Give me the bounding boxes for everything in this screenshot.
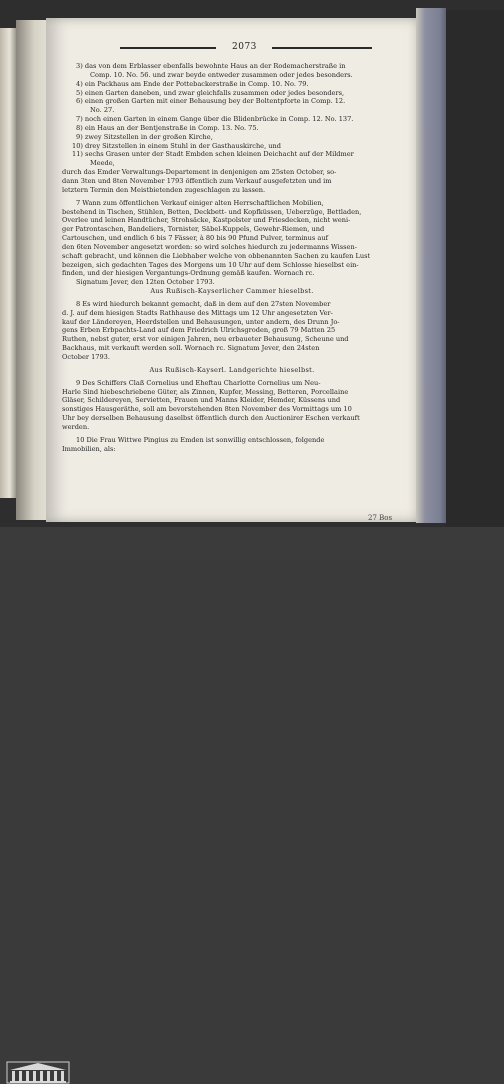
text-line: 11) sechs Grasen unter der Stadt Embden schen kleinen Deichacht auf der Mildmer <box>72 150 354 159</box>
book-cover-edge <box>416 8 446 523</box>
text-line: Backhaus, mit verkauft werden soll. Wornach rc. Signatum Jever, den 24sten <box>62 344 320 353</box>
text-line: 7) noch einen Garten in einem Gange über die Blidenbrücke in Comp. 12. No. 137. <box>76 115 354 124</box>
text-line: Uhr bey derselben Behausung daselbst öffentlich durch den Auctionirer Eschen verkauft <box>62 414 360 423</box>
text-line: Comp. 10. No. 56. und zwar beyde entweder zusammen oder jedes besonders. <box>90 70 353 79</box>
text-line: 4) ein Packhaus am Ende der Pottebackerstraße in Comp. 10. No. 79. <box>76 79 309 88</box>
text-line: No. 27. <box>90 106 115 115</box>
text-line: 9) zwey Sitzstellen in der großen Kirche, <box>76 132 213 141</box>
text-line: Ruthen, nebst guter, erst vor einigen Jahren, neu erbaueter Behausung, Scheune und <box>62 335 349 344</box>
page-number: 2073 <box>232 42 257 52</box>
viewer-footer <box>0 527 504 561</box>
background-edge <box>446 10 504 527</box>
text-line: d. J. auf dem hiesigen Stadts Rathhause des Mittags um 12 Uhr angesetzten Ver- <box>62 308 333 317</box>
page-text <box>62 62 402 453</box>
text-line: 8) ein Haus an der Bentjenstraße in Comp. 13. No. 75. <box>76 123 259 132</box>
text-line: 3) das von dem Erblasser ebenfalls bewohnte Haus an der Rodemacherstraße in <box>76 62 346 70</box>
text-line: 9 Des Schiffers Claß Cornelius und Eheftau Charlotte Cornelius um Neu- <box>76 378 321 387</box>
text-line: Immobilien, als: <box>62 444 116 453</box>
text-line: October 1793. <box>62 353 110 361</box>
text-line: Signatum Jever, den 12ten October 1793. <box>76 278 215 287</box>
library-building-icon <box>6 1060 70 1084</box>
text-line: kauf der Ländereyen, Heerdstellen und Behausungen, unter andern, des Drunn Jo- <box>62 317 340 326</box>
text-line: dann 3ten und 8ten November 1793 öffentlich zum Verkauf ausgefetzten und im <box>62 176 332 185</box>
text-line: bestehend in Tischen, Stühlen, Betten, Deckbett- und Kopfküssen, Ueberzüge, Bettladen, <box>62 207 362 216</box>
text-line: Cartouschen, und endlich 6 bis 7 Fässer, à 80 bis 90 Pfund Pulver, terminus auf <box>62 234 329 243</box>
left-page-edge <box>0 28 16 498</box>
text-line: Gläser, Schildereyen, Servietten, Frauen und Manns Kleider, Hemder, Küssens und <box>62 396 341 405</box>
text-line: ger Patrontaschen, Bandeliers, Tornister, Säbel-Kuppels, Gewehr-Riemen, und <box>62 225 325 234</box>
header-rule-left <box>120 47 216 49</box>
text-line: werden. <box>62 422 90 431</box>
header-rule-right <box>272 47 372 49</box>
text-line: 10) drey Sitzstellen in einem Stuhl in der Gasthauskirche, und <box>72 141 281 150</box>
marginal-mark: 27 Bos <box>368 514 393 522</box>
text-line: bezeigen, sich gedachten Tages des Morgens um 10 Uhr auf dem Schlosse hieselbst ein- <box>62 260 359 269</box>
text-line: durch das Emder Verwaltungs-Departement in denjenigen am 25sten October, so- <box>62 168 337 177</box>
text-line: Meede, <box>90 159 115 168</box>
section-heading: Aus Rußisch-Kayserlicher Cammer hieselbst. <box>150 287 314 296</box>
text-line: letztern Termin den Meistbietenden zugeschlagen zu lassen. <box>62 185 266 194</box>
text-line: gens Erben Erbpachts-Land auf dem Friedrich Ulrichsgroden, groß 79 Matten 25 <box>62 326 336 335</box>
scanned-book-spread <box>0 0 504 527</box>
text-line: Harle Sind hiebeschriebene Güter, als Zinnen, Kupfer, Messing, Betteren, Porcellaine <box>62 387 349 396</box>
text-line: 6) einen großen Garten mit einer Behausung bey der Boltentpforte in Comp. 12. <box>76 97 346 106</box>
text-line: 5) einen Garten daneben, und zwar gleichfalls zusammen oder jedes besonders, <box>76 88 345 97</box>
text-line: Overlee und leinen Handtücher, Strohsäcke, Kastpolster und Friesdecken, nicht weni- <box>62 216 351 225</box>
text-line: sonstiges Hausgeräthe, soll am bevorstehenden 8ten November des Vormittags um 10 <box>62 405 352 414</box>
text-line: den 6ten November angesetzt worden: so wird solches hiedurch zu jedermanns Wissen- <box>62 242 357 251</box>
text-line: 10 Die Frau Wittwe Pingius zu Emden ist sonwillig entschlossen, folgende <box>76 435 325 444</box>
text-line: finden, und der hiesigen Vergantungs-Ordnung gemäß kaufen. Wornach rc. <box>62 269 315 278</box>
text-line: 7 Wann zum öffentlichen Verkauf einiger alten Herrschaftlichen Mobilien, <box>76 198 324 207</box>
text-line: schaft gebracht, und können die Liebhaber welche von obbenannten Sachen zu kaufen Lust <box>62 251 371 260</box>
text-line: 8 Es wird hiedurch bekannt gemacht, daß in dem auf den 27sten November <box>76 299 331 308</box>
section-heading: Aus Rußisch-Kayserl. Landgerichte hieselbst. <box>149 365 315 374</box>
